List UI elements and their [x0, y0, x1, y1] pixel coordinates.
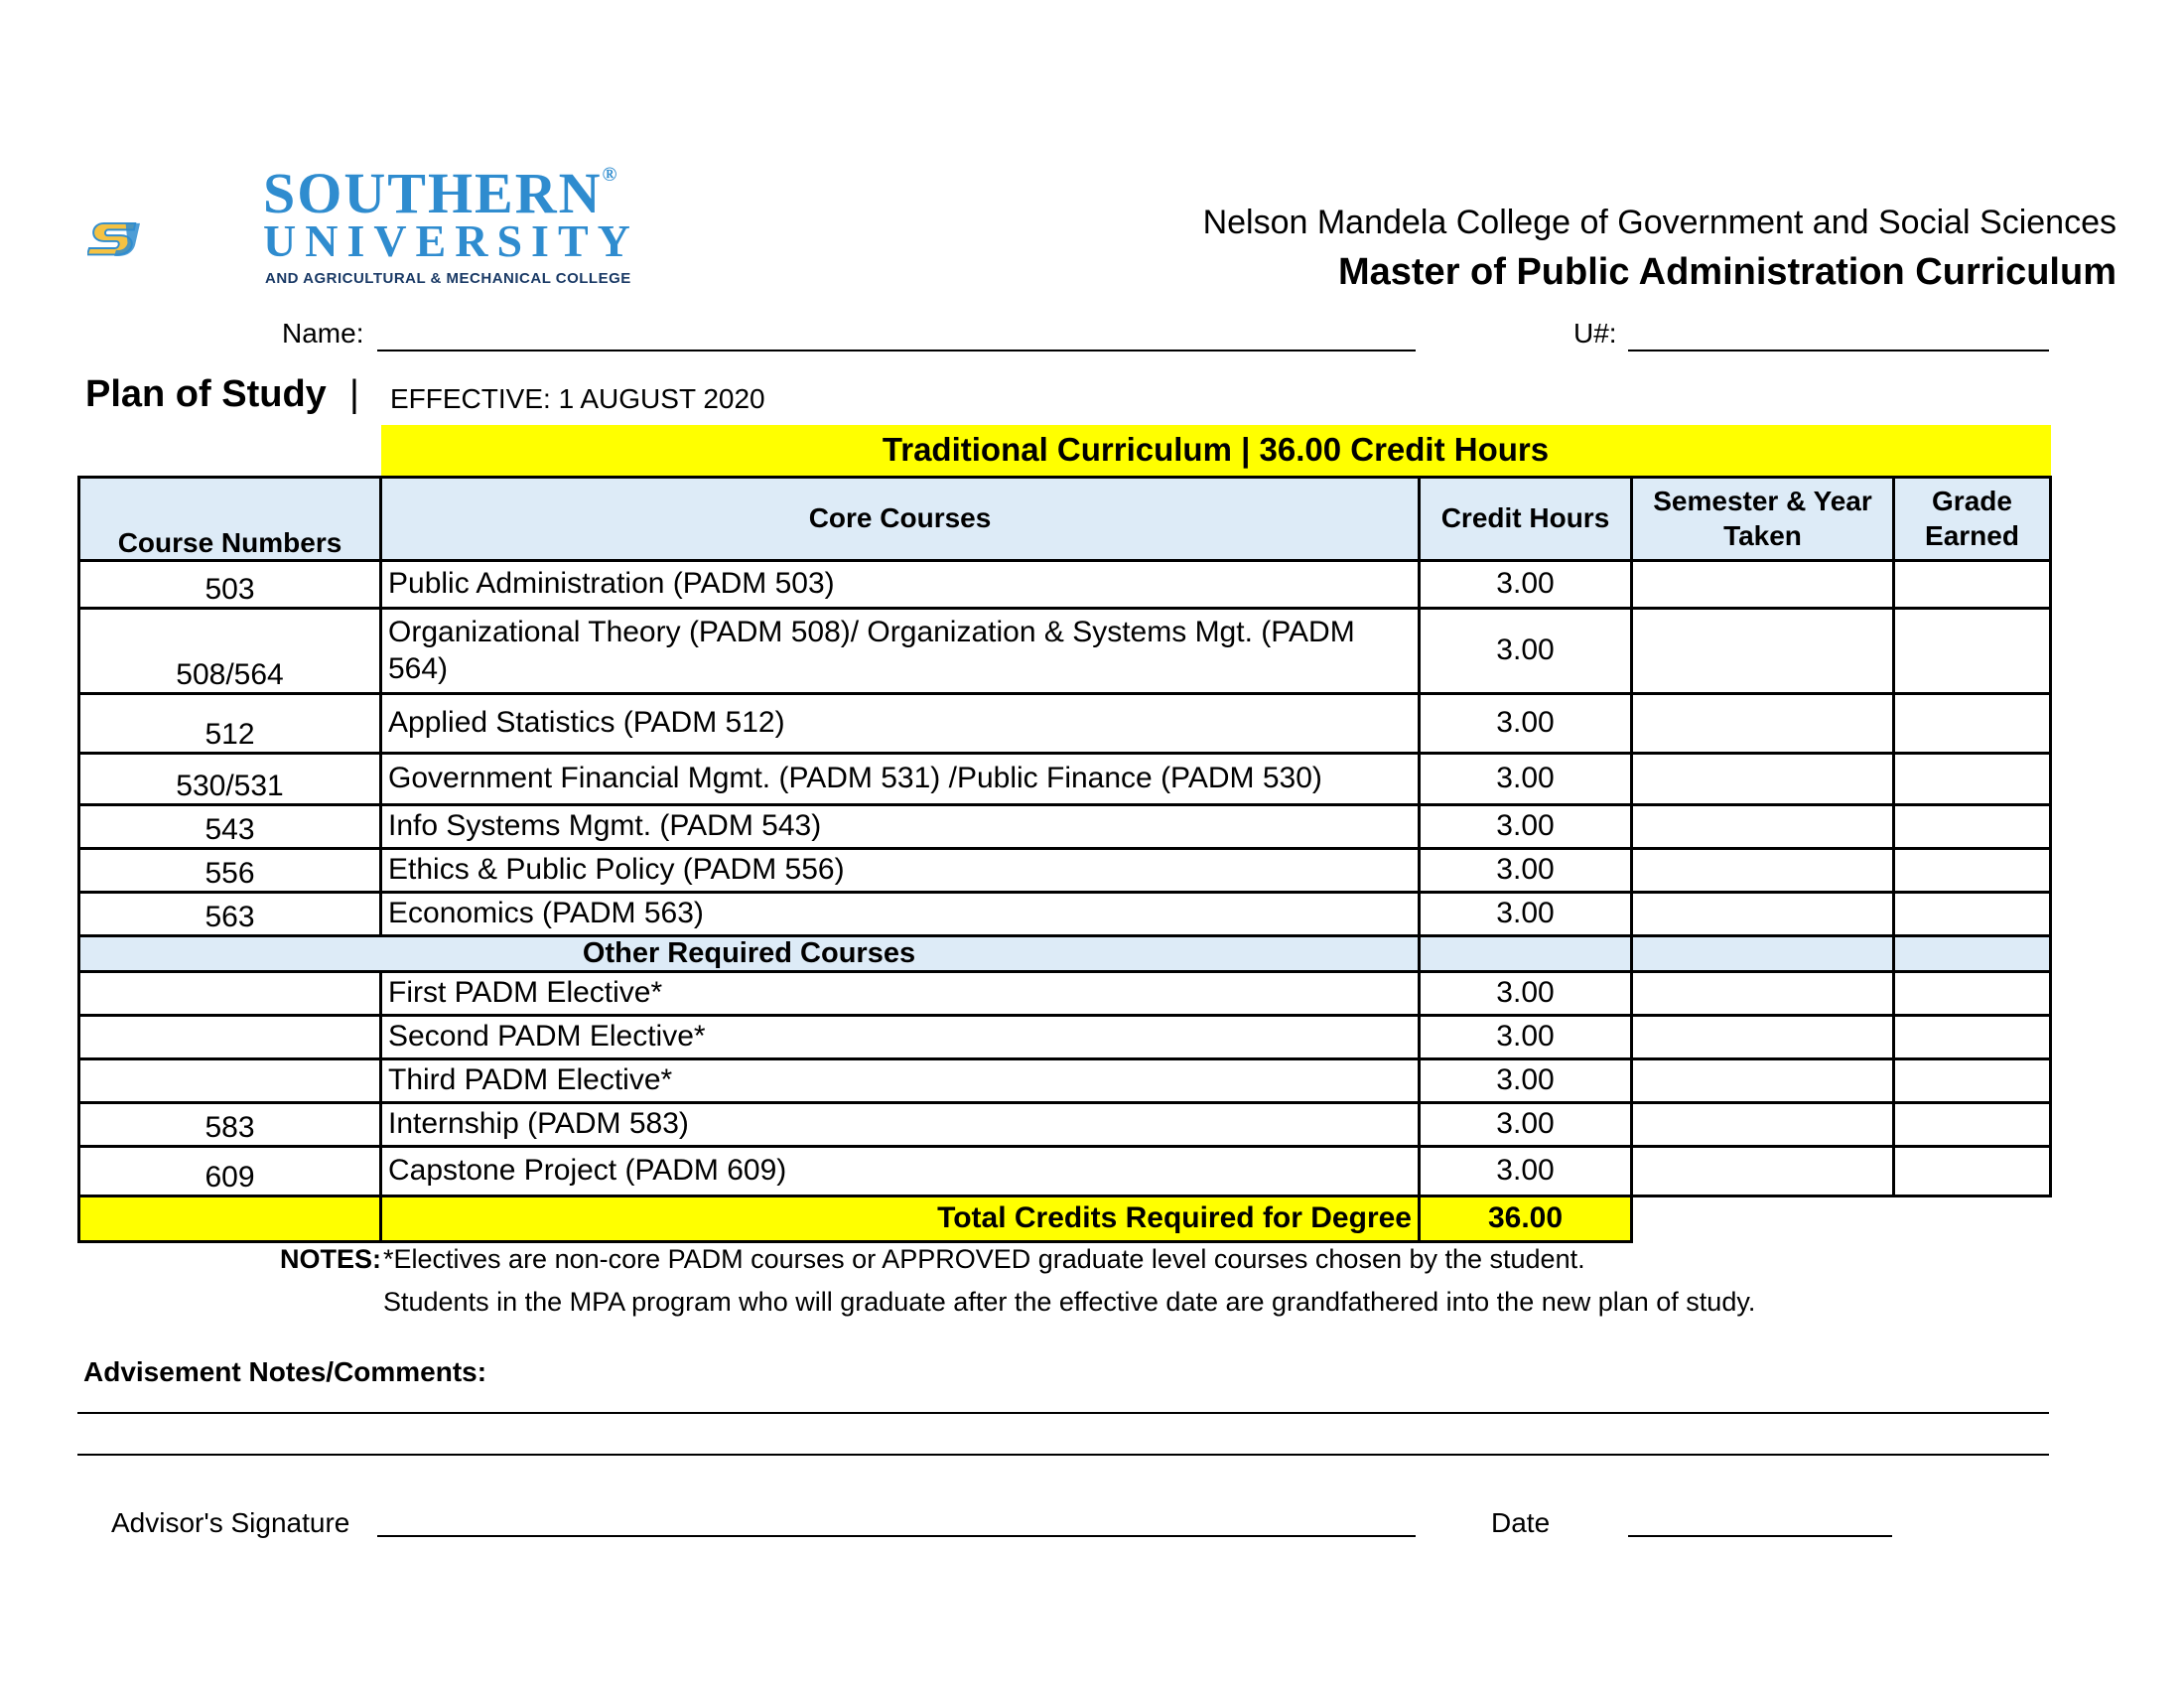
advisement-line-1[interactable]: [77, 1412, 2049, 1414]
advisement-line-2[interactable]: [77, 1454, 2049, 1456]
other-course-row: [79, 1102, 2051, 1146]
course-number: [79, 971, 381, 1015]
credit-hours: 3.00: [1420, 848, 1632, 892]
note-electives: *Electives are non-core PADM courses or APPROVED graduate level courses chosen by the student.: [383, 1244, 1585, 1274]
grade-cell[interactable]: [1894, 693, 2051, 753]
credit-hours: 3.00: [1420, 1146, 1632, 1196]
other-required-header-row: [79, 935, 2051, 971]
credit-hours: 3.00: [1420, 560, 1632, 608]
column-header-row: [79, 477, 2051, 560]
credit-hours: 3.00: [1420, 693, 1632, 753]
effective-date: EFFECTIVE: 1 AUGUST 2020: [390, 383, 765, 414]
course-title: Third PADM Elective*: [381, 1058, 1420, 1102]
credit-hours: 3.00: [1420, 971, 1632, 1015]
core-course-row: [79, 753, 2051, 804]
credit-hours: 3.00: [1420, 1058, 1632, 1102]
course-title: Second PADM Elective*: [381, 1015, 1420, 1058]
course-title: Ethics & Public Policy (PADM 556): [381, 848, 1420, 892]
blank-cell: [1420, 935, 1632, 971]
core-course-row: [79, 693, 2051, 753]
core-course-row: [79, 892, 2051, 935]
course-number: 508/564: [79, 608, 381, 693]
grade-cell[interactable]: [1894, 1146, 2051, 1196]
u-number-label: U#:: [1573, 318, 1617, 349]
other-course-row: [79, 971, 2051, 1015]
name-field[interactable]: [377, 350, 1416, 352]
core-course-row: [79, 608, 2051, 693]
total-row: [79, 1196, 2051, 1241]
other-course-row: [79, 1015, 2051, 1058]
course-number: 503: [79, 560, 381, 608]
logo-wordmark-university: UNIVERSITY: [263, 215, 639, 266]
name-label: Name:: [282, 318, 364, 349]
course-number: [79, 1015, 381, 1058]
core-course-row: [79, 560, 2051, 608]
core-course-row: [79, 848, 2051, 892]
curriculum-table: [77, 425, 2052, 1243]
course-title: Applied Statistics (PADM 512): [381, 693, 1420, 753]
course-title: Public Administration (PADM 503): [381, 560, 1420, 608]
col-credit-hours: Credit Hours: [1420, 477, 1632, 560]
credit-hours: 3.00: [1420, 608, 1632, 693]
grade-cell[interactable]: [1894, 753, 2051, 804]
semester-year-cell[interactable]: [1632, 1146, 1894, 1196]
semester-year-cell[interactable]: [1632, 971, 1894, 1015]
semester-year-cell[interactable]: [1632, 608, 1894, 693]
credit-hours: 3.00: [1420, 892, 1632, 935]
semester-year-cell[interactable]: [1632, 693, 1894, 753]
blank-cell: [1632, 935, 1894, 971]
advisement-label: Advisement Notes/Comments:: [83, 1356, 487, 1387]
course-number: 512: [79, 693, 381, 753]
grade-cell[interactable]: [1894, 892, 2051, 935]
total-blank: [79, 1196, 381, 1241]
semester-year-cell[interactable]: [1632, 753, 1894, 804]
course-number: 543: [79, 804, 381, 848]
course-title: Organizational Theory (PADM 508)/ Organization & Systems Mgt. (PADM 564): [381, 608, 1420, 693]
grade-cell[interactable]: [1894, 608, 2051, 693]
course-title: Economics (PADM 563): [381, 892, 1420, 935]
semester-year-cell[interactable]: [1632, 1015, 1894, 1058]
plan-of-study-title: Plan of Study: [85, 373, 327, 415]
col-course-numbers: Course Numbers: [79, 477, 381, 560]
total-label: Total Credits Required for Degree: [381, 1196, 1420, 1241]
grade-cell[interactable]: [1894, 1058, 2051, 1102]
semester-year-cell[interactable]: [1632, 848, 1894, 892]
logo-wordmark-southern: SOUTHERN®: [263, 161, 619, 225]
empty-cell: [1632, 1196, 1894, 1241]
course-title: Capstone Project (PADM 609): [381, 1146, 1420, 1196]
course-number: [79, 1058, 381, 1102]
date-field[interactable]: [1628, 1535, 1892, 1537]
blank-cell: [1894, 935, 2051, 971]
course-title: Government Financial Mgmt. (PADM 531) /Public Finance (PADM 530): [381, 753, 1420, 804]
curriculum-banner: Traditional Curriculum | 36.00 Credit Hours: [381, 425, 2051, 477]
col-grade-earned: Grade Earned: [1894, 477, 2051, 560]
other-required-heading: Other Required Courses: [79, 935, 1420, 971]
course-number: 530/531: [79, 753, 381, 804]
total-value: 36.00: [1420, 1196, 1632, 1241]
col-core-courses: Core Courses: [381, 477, 1420, 560]
semester-year-cell[interactable]: [1632, 560, 1894, 608]
program-title: Master of Public Administration Curriculum: [1337, 251, 2116, 293]
credit-hours: 3.00: [1420, 753, 1632, 804]
logo-tagline: AND AGRICULTURAL & MECHANICAL COLLEGE: [265, 270, 631, 287]
note-grandfather: Students in the MPA program who will graduate after the effective date are grandfathered into the new plan of study.: [383, 1287, 1756, 1317]
grade-cell[interactable]: [1894, 971, 2051, 1015]
course-title: Info Systems Mgmt. (PADM 543): [381, 804, 1420, 848]
course-number: 583: [79, 1102, 381, 1146]
credit-hours: 3.00: [1420, 804, 1632, 848]
southern-university-logo: [87, 181, 266, 298]
semester-year-cell[interactable]: [1632, 1102, 1894, 1146]
course-number: 609: [79, 1146, 381, 1196]
other-course-row: [79, 1058, 2051, 1102]
grade-cell[interactable]: [1894, 1015, 2051, 1058]
grade-cell[interactable]: [1894, 848, 2051, 892]
notes-label: NOTES:: [280, 1244, 382, 1274]
date-label: Date: [1491, 1507, 1551, 1538]
col-semester-year: Semester & Year Taken: [1632, 477, 1894, 560]
course-number: 556: [79, 848, 381, 892]
grade-cell[interactable]: [1894, 560, 2051, 608]
other-course-row: [79, 1146, 2051, 1196]
semester-year-cell[interactable]: [1632, 804, 1894, 848]
plan-separator: |: [349, 373, 359, 415]
credit-hours: 3.00: [1420, 1015, 1632, 1058]
semester-year-cell[interactable]: [1632, 1058, 1894, 1102]
advisor-signature-field[interactable]: [377, 1535, 1416, 1537]
course-title: First PADM Elective*: [381, 971, 1420, 1015]
course-title: Internship (PADM 583): [381, 1102, 1420, 1146]
credit-hours: 3.00: [1420, 1102, 1632, 1146]
empty-cell: [1894, 1196, 2051, 1241]
semester-year-cell[interactable]: [1632, 892, 1894, 935]
course-number: 563: [79, 892, 381, 935]
u-number-field[interactable]: [1628, 350, 2049, 352]
core-course-row: [79, 804, 2051, 848]
grade-cell[interactable]: [1894, 1102, 2051, 1146]
college-name: Nelson Mandela College of Government and Social Sciences: [1202, 204, 2116, 241]
advisor-signature-label: Advisor's Signature: [111, 1507, 350, 1538]
grade-cell[interactable]: [1894, 804, 2051, 848]
